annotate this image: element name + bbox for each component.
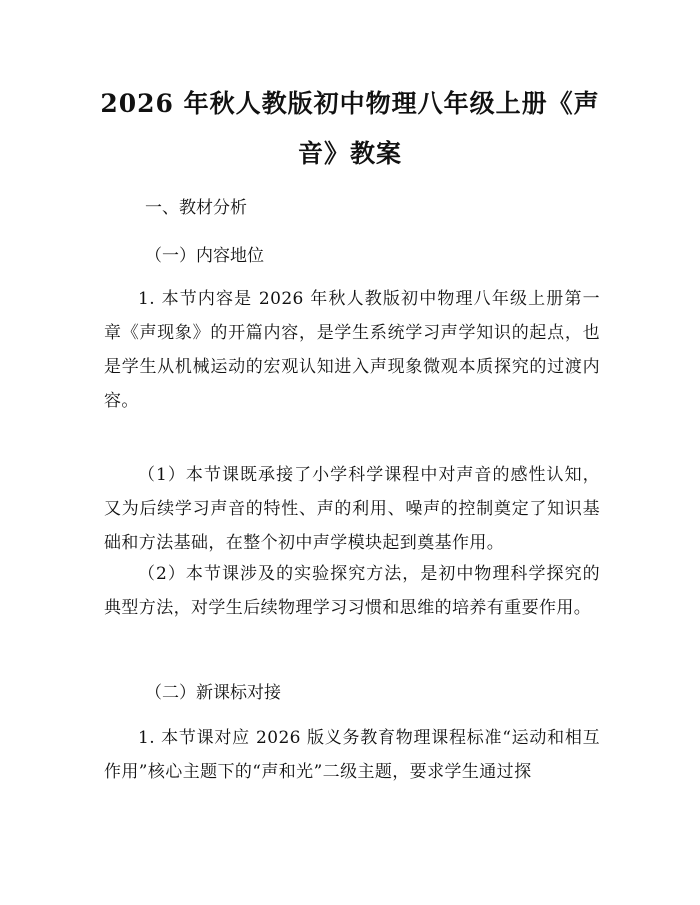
section-heading-materials-analysis: 一、教材分析 xyxy=(145,198,247,218)
subsection-heading-content-position: （一）内容地位 xyxy=(145,246,264,266)
document-title-line-1: 2026 年秋人教版初中物理八年级上册《声 xyxy=(100,89,600,118)
paragraph-1: 1. 本节内容是 2026 年秋人教版初中物理八年级上册第一章《声现象》的开篇内容，是学生系统学习声学知识的起点，也是学生从机械运动的宏观认知进入声现象微观本质探究的过渡内容。 xyxy=(104,289,600,411)
paragraph-3: （2）本节课涉及的实验探究方法，是初中物理科学探究的典型方法，对学生后续物理学习习惯和思维的培养有重要作用。 xyxy=(104,564,600,618)
subsection-heading-new-curriculum: （二）新课标对接 xyxy=(145,683,281,703)
paragraph-2: （1）本节课既承接了小学科学课程中对声音的感性认知，又为后续学习声音的特性、声的利用、噪声的控制奠定了知识基础和方法基础，在整个初中声学模块起到奠基作用。 xyxy=(104,465,600,553)
paragraph-4: 1. 本节课对应 2026 版义务教育物理课程标准“运动和相互作用”核心主题下的“声和光”二级主题，要求学生通过探 xyxy=(104,728,600,782)
document-title-line-2: 音》教案 xyxy=(297,139,402,168)
